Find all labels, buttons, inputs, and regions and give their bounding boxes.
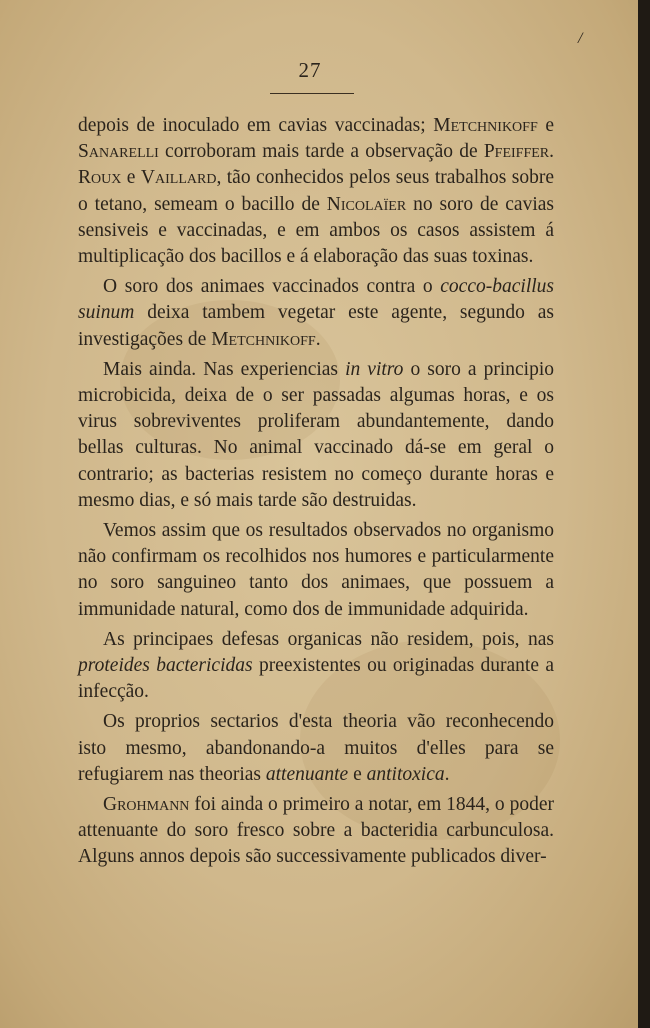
italic-term: antitoxica xyxy=(366,763,445,785)
author-name: Grohmann xyxy=(103,794,190,816)
text-run: . xyxy=(549,141,554,163)
text-run: foi ainda o primeiro a notar, em 1844, o poder attenuante do soro fresco sobre a bacteridia carbunculosa. Alguns annos depois são successivamente publicados diver- xyxy=(78,794,554,868)
text-run: preexistentes ou originadas durante a infecção. xyxy=(78,655,554,703)
author-name: Nicolaïer xyxy=(326,193,407,215)
paragraph-p2 xyxy=(78,274,554,353)
author-name: Metchnikoff xyxy=(211,328,316,350)
author-name: Sanarelli xyxy=(78,141,159,163)
text-run: O soro dos animaes vaccinados contra o xyxy=(103,276,441,298)
italic-term: attenuante xyxy=(265,763,349,785)
header-rule xyxy=(270,93,354,94)
paragraph-p5 xyxy=(78,627,554,706)
author-name: Vaillard xyxy=(140,167,217,189)
italic-term: cocco-bacillus suinum xyxy=(78,276,554,324)
text-run: depois de inoculado em cavias vaccinadas; xyxy=(78,115,434,136)
text-run: e xyxy=(537,115,554,136)
text-run: Vemos assim que os resultados observados no organismo não confirmam os recolhidos nos humores e particularmente no soro sanguineo tanto dos animaes, que possuem a immunidade natural, como dos de immunidade adquirida. xyxy=(78,520,554,620)
text-run: o soro a principio microbicida, deixa de o ser passadas algumas horas, e os virus sobreviventes proliferam abundantemente, dando bellas culturas. No animal vaccinado dá-se em geral o contrario; as bacterias resistem no começo durante horas e mesmo dias, e só mais tarde são destruidas. xyxy=(78,358,554,511)
italic-term: in vitro xyxy=(345,358,404,380)
text-run: Os proprios sectarios d'esta theoria vão reconhecendo isto mesmo, abandonando-a muitos d'elles para se refugiarem nas theorias xyxy=(78,711,554,785)
body-text xyxy=(78,113,554,875)
stray-pencil-mark: / xyxy=(578,30,583,47)
text-run: deixa tambem vegetar este agente, segundo as investigações de xyxy=(78,302,554,350)
paragraph-p7 xyxy=(78,792,554,871)
text-run: corroboram mais tarde a observação de xyxy=(158,141,484,163)
page-edge-shadow xyxy=(638,0,650,1028)
text-run: . xyxy=(315,328,321,350)
text-run: e xyxy=(121,167,141,189)
text-run: e xyxy=(348,763,367,785)
paragraph-p4 xyxy=(78,518,554,623)
author-name: Metchnikoff xyxy=(433,115,538,136)
paragraph-p3 xyxy=(78,357,554,514)
paragraph-p6 xyxy=(78,709,554,788)
paragraph-p1 xyxy=(78,113,554,270)
page-number: 27 xyxy=(298,58,322,82)
text-run: no soro de cavias sensiveis e vaccinadas, e em ambos os casos assistem á multiplicação dos bacillos e á elaboração das suas toxinas. xyxy=(78,193,554,268)
author-name: Roux xyxy=(78,167,122,189)
italic-term: proteides bactericidas xyxy=(78,655,253,677)
text-run: , tão conhecidos pelos seus trabalhos sobre o tetano, semeam o bacillo de xyxy=(78,167,554,215)
author-name: Pfeiffer xyxy=(483,141,550,163)
text-run: As principaes defesas organicas não residem, pois, nas xyxy=(103,628,554,650)
text-run: Mais ainda. Nas experiencias xyxy=(103,358,346,380)
text-run: . xyxy=(444,763,450,785)
